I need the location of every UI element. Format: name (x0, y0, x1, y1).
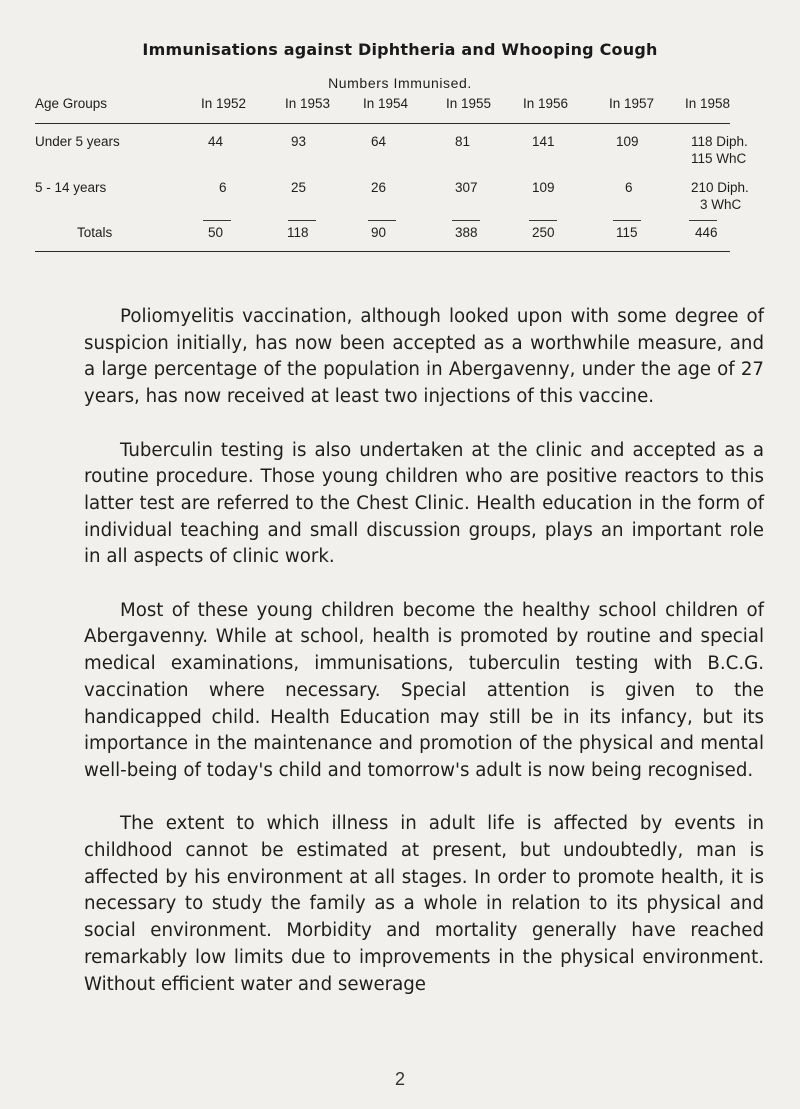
row-label: Under 5 years (35, 134, 120, 149)
table-cell: 81 (455, 134, 471, 149)
table-cell: 25 (291, 180, 307, 195)
header-1954: In 1954 (363, 96, 409, 111)
table-cell: 118 (287, 225, 309, 240)
row-label: 5 - 14 years (35, 180, 107, 195)
paragraph: The extent to which illness in adult life is affected by events in childhood cannot be estimated at present, but undoubtedly, man is affected by his environment at all stages. In order to promote health, it is necessary to study the family as a whole in relation to its physical and social environment. Morbidity and mortality generally have reached remarkably low limits due to improvements in the physical environment. Without efficient water and sewerage (84, 813, 764, 995)
header-1952: In 1952 (201, 96, 247, 111)
paragraph: Most of these young children become the healthy school children of Abergavenny. While at school, health is promoted by routine and special medical examinations, immunisations, tuberculin testing with B.C.G. vaccination where necessary. Special attention is given to the handicapped child. Health Education may still be in its infancy, but its importance in the maintenance and promotion of the physical and mental well-being of today's child and tomorrow's adult is now being recognised. (84, 599, 764, 781)
table-cell: 6 (219, 180, 227, 195)
table-cell: 141 (532, 134, 555, 149)
table-cell: 50 (208, 225, 224, 240)
table-cell: 115 WhC (691, 151, 747, 166)
page-title: Immunisations against Diphtheria and Whooping Cough (142, 40, 658, 59)
sum-rule (368, 220, 396, 221)
table-cell: 118 Diph. (691, 134, 748, 149)
sum-rule (452, 220, 480, 221)
table-cell: 115 (616, 225, 638, 240)
table-cell: 93 (291, 134, 307, 149)
totals-label: Totals (77, 225, 113, 240)
header-1955: In 1955 (446, 96, 492, 111)
header-1956: In 1956 (523, 96, 569, 111)
table-cell: 109 (532, 180, 555, 195)
body-text (84, 304, 764, 1025)
header-rule (35, 123, 730, 124)
paragraph: Poliomyelitis vaccination, although looked upon with some degree of suspicion initially, has now been accepted as a worthwhile measure, and a large percentage of the population in Abergavenny, under the age of 27 years, has now received at least two injections of this vaccine. (84, 306, 764, 408)
sum-rule (613, 220, 641, 221)
table-cell: 64 (371, 134, 387, 149)
table-caption: Numbers Immunised. (328, 75, 472, 91)
sum-rule (288, 220, 316, 221)
table-cell: 250 (532, 225, 555, 240)
table-cell: 26 (371, 180, 387, 195)
sum-rule (689, 220, 717, 221)
table-cell: 3 WhC (700, 197, 742, 212)
sum-rule (529, 220, 557, 221)
table-cell: 109 (616, 134, 639, 149)
header-1958: In 1958 (685, 96, 731, 111)
table-cell: 388 (455, 225, 478, 240)
table-cell: 44 (208, 134, 224, 149)
paragraph: Tuberculin testing is also undertaken at the clinic and accepted as a routine procedure. Those young children who are positive reactors to this latter test are referred to the Chest Clinic. Health education in the form of individual teaching and small discussion groups, plays an important role in all aspects of clinic work. (84, 439, 764, 568)
table-cell: 6 (625, 180, 633, 195)
header-1953: In 1953 (285, 96, 331, 111)
header-1957: In 1957 (609, 96, 655, 111)
page-number: 2 (394, 1069, 405, 1089)
header-age-groups: Age Groups (35, 96, 108, 111)
table-cell: 210 Diph. (691, 180, 749, 195)
sum-rule (203, 220, 231, 221)
table-cell: 307 (455, 180, 478, 195)
table-cell: 90 (371, 225, 387, 240)
table-cell: 446 (695, 225, 718, 240)
bottom-rule (35, 251, 730, 252)
